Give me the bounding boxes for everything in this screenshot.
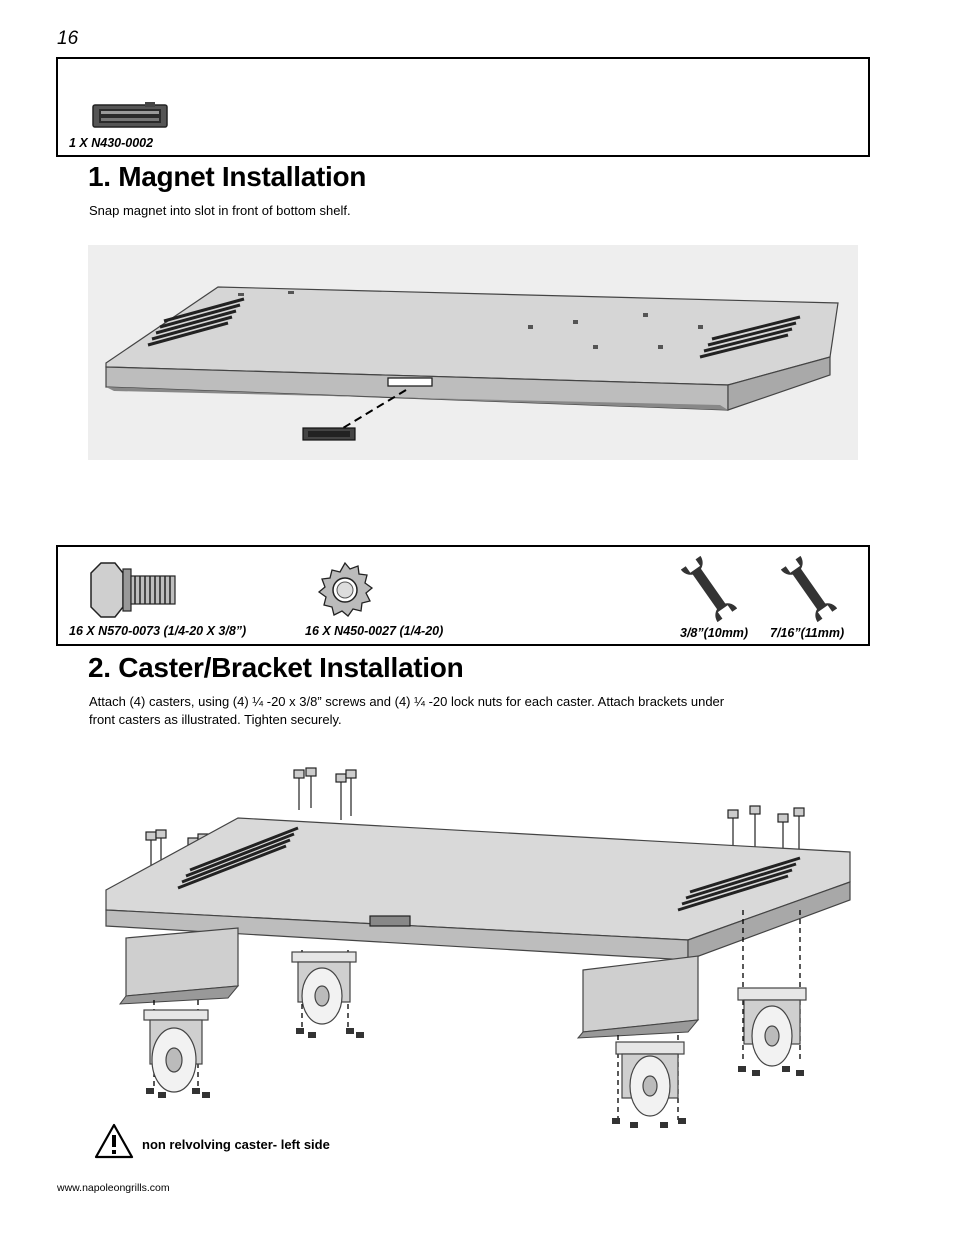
warning-text: non relvolving caster- left side (142, 1137, 330, 1152)
parts-box-magnet (56, 57, 870, 157)
section-title-caster: 2. Caster/Bracket Installation (88, 652, 464, 683)
wrench-icon-10mm (681, 553, 737, 625)
parts-box-caster (56, 545, 870, 646)
magnet-icon (91, 101, 171, 131)
part-label-lock-nut: 16 X N450-0027 (1/4-20) (305, 624, 444, 638)
footer-website: www.napoleongrills.com (57, 1182, 170, 1194)
page-number: 16 (57, 28, 79, 49)
caster-rear-right (738, 988, 806, 1066)
instruction-caster-line1: Attach (4) casters, using (4) ¼ -20 x 3/8” screws and (4) ¼ -20 lock nuts for each caster. Attach brackets under (89, 694, 725, 709)
instruction-caster-line2: front casters as illustrated. Tighten securely. (89, 712, 342, 727)
screw-icon (87, 559, 179, 621)
section-title-magnet: 1. Magnet Installation (88, 161, 367, 192)
caster-rear-mid (616, 1042, 684, 1116)
shelf-magnet-illustration (88, 245, 858, 460)
part-label-screw: 16 X N570-0073 (1/4-20 X 3/8”) (69, 624, 247, 638)
wrench-icon-11mm (781, 553, 837, 625)
tool-label-10mm: 3/8”(10mm) (680, 626, 749, 640)
lock-nut-icon (315, 561, 375, 621)
caster-front-left (144, 1010, 208, 1092)
tool-label-11mm: 7/16”(11mm) (770, 626, 845, 640)
part-label-magnet: 1 X N430-0002 (69, 136, 154, 150)
caster-bracket-illustration (88, 760, 868, 1140)
instruction-magnet: Snap magnet into slot in front of bottom shelf. (89, 203, 351, 218)
warning-icon (94, 1122, 134, 1160)
